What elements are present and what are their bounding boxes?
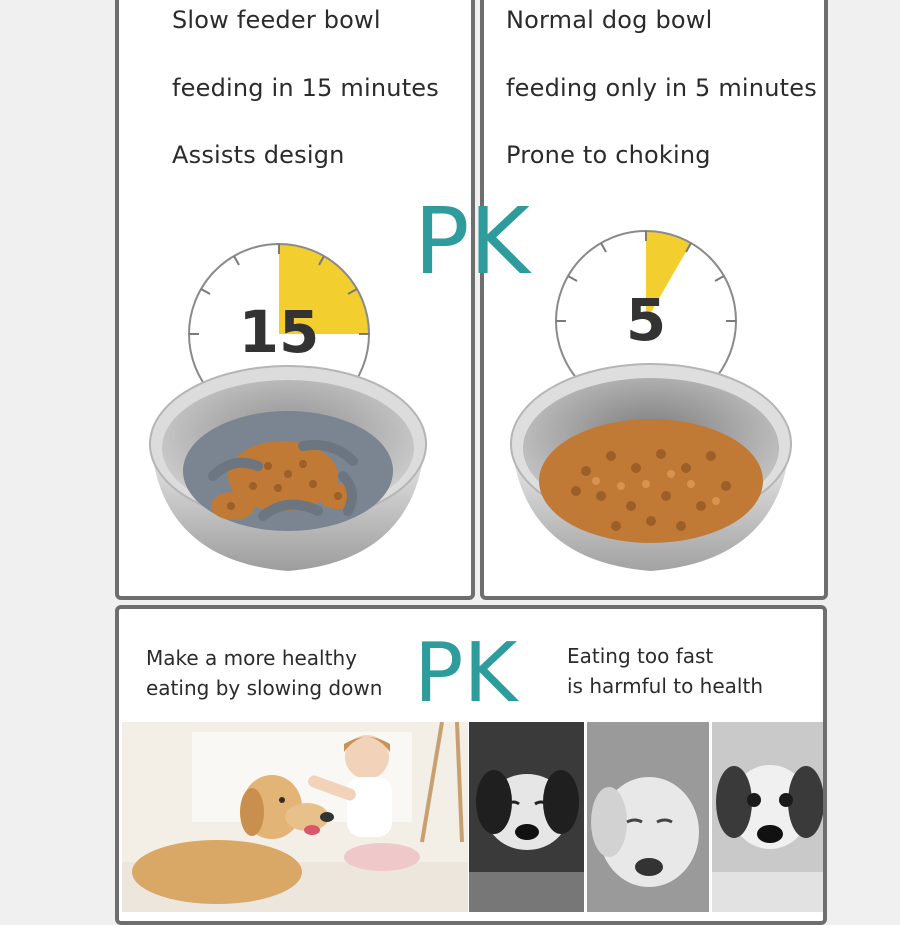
- eating-fast-line-2: is harmful to health: [567, 674, 763, 698]
- normal-bowl-line-2: feeding only in 5 minutes: [506, 74, 817, 102]
- healthy-eating-text: [146, 643, 382, 703]
- pk-bottom-label: PK: [414, 626, 518, 721]
- normal-bowl-panel: [480, 0, 828, 600]
- slow-feeder-panel: [115, 0, 475, 600]
- girl-with-dog-photo: [122, 722, 468, 912]
- health-comparison-panel: [115, 605, 827, 925]
- timer-15-label: 15: [238, 298, 320, 366]
- pk-top-label: PK: [414, 188, 530, 295]
- eating-fast-line-1: Eating too fast: [567, 644, 714, 668]
- timer-5-label: 5: [625, 286, 667, 354]
- sad-dog-photo-1: [469, 722, 584, 912]
- eating-fast-text: [567, 641, 763, 701]
- healthy-eating-line-1: Make a more healthy: [146, 646, 357, 670]
- slow-feeder-bowl-icon: [143, 356, 433, 586]
- sad-dog-photo-3: [712, 722, 827, 912]
- normal-bowl-line-3: Prone to choking: [506, 141, 711, 169]
- normal-bowl-line-1: Normal dog bowl: [506, 6, 713, 34]
- normal-bowl-icon: [506, 356, 796, 586]
- slow-feeder-line-3: Assists design: [172, 141, 345, 169]
- slow-feeder-line-1: Slow feeder bowl: [172, 6, 381, 34]
- healthy-eating-line-2: eating by slowing down: [146, 676, 383, 700]
- slow-feeder-line-2: feeding in 15 minutes: [172, 74, 439, 102]
- sad-dog-photo-2: [587, 722, 709, 912]
